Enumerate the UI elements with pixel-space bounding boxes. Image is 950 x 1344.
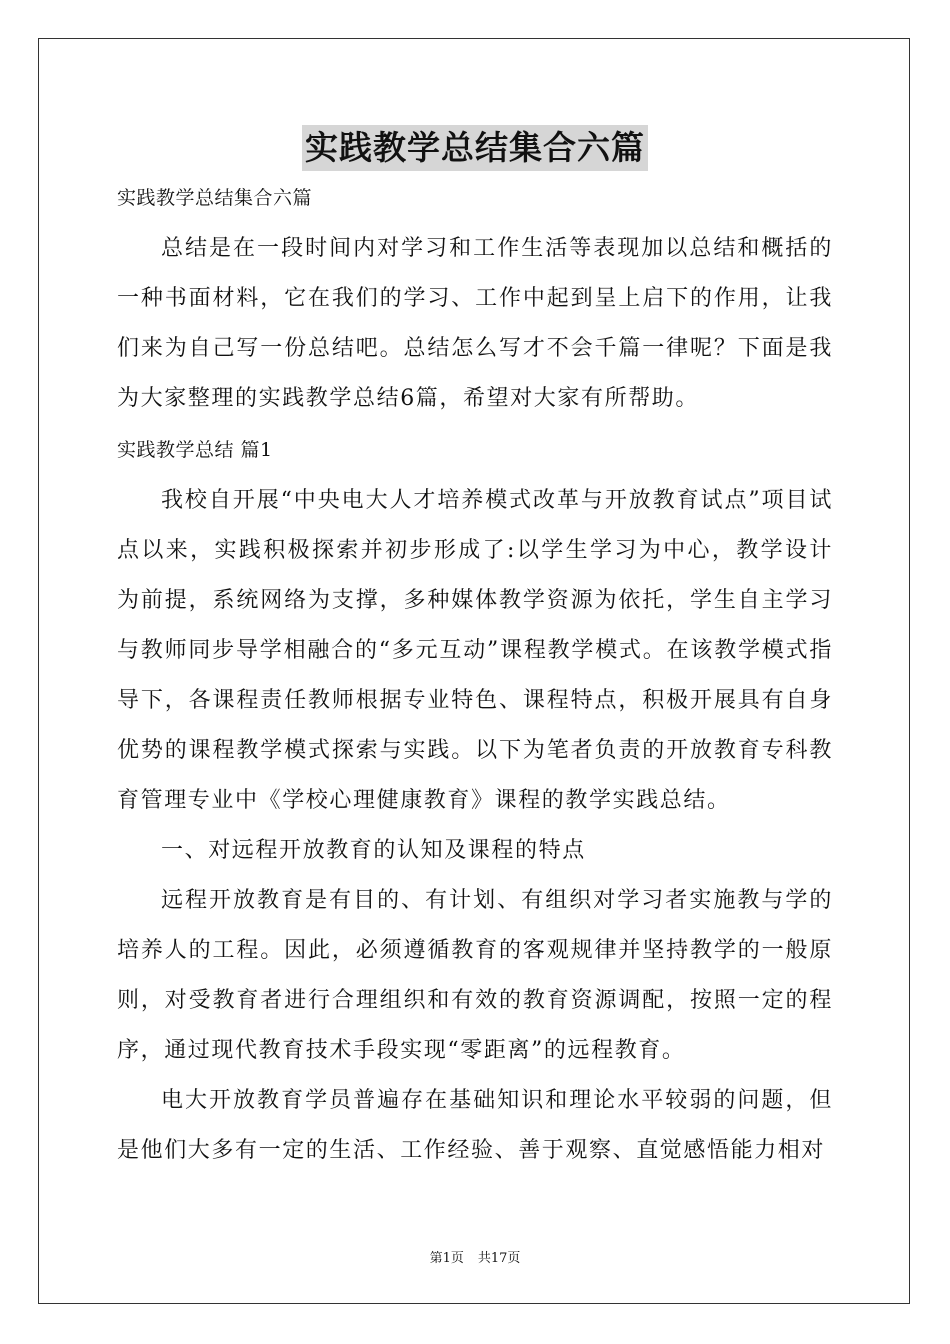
body-heading: 实践教学总结集合六篇 [117,187,313,209]
title-container [0,125,950,171]
document-body [117,172,833,1176]
intro-paragraph: 总结是在一段时间内对学习和工作生活等表现加以总结和概括的一种书面材料，它在我们的学习、工作中起到呈上启下的作用，让我们来为自己写一份总结吧。总结怎么写才不会千篇一律呢？下面是我为大家整理的实践教学总结6篇，希望对大家有所帮助。 [117,236,833,411]
body-paragraph: 远程开放教育是有目的、有计划、有组织对学习者实施教与学的培养人的工程。因此，必须遵循教育的客观规律并坚持教学的一般原则，对受教育者进行合理组织和有效的教育资源调配，按照一定的程序，通过现代教育技术手段实现“零距离”的远程教育。 [117,888,833,1063]
document-title: 实践教学总结集合六篇 [302,125,648,171]
section-heading: 实践教学总结 篇1 [117,439,273,461]
page-footer [0,1247,950,1266]
page-number: 第1页 [429,1251,464,1266]
body-paragraph: 我校自开展“中央电大人才培养模式改革与开放教育试点”项目试点以来，实践积极探索并初步形成了:以学生学习为中心，教学设计为前提，系统网络为支撑，多种媒体教学资源为依托，学生自主学习与教师同步导学相融合的“多元互动”课程教学模式。在该教学模式指导下，各课程责任教师根据专业特色、课程特点，积极开展具有自身优势的课程教学模式探索与实践。以下为笔者负责的开放教育专科教育管理专业中《学校心理健康教育》课程的教学实践总结。 [117,488,833,813]
body-paragraph: 电大开放教育学员普遍存在基础知识和理论水平较弱的问题，但是他们大多有一定的生活、工作经验、善于观察、直觉感悟能力相对 [117,1088,833,1163]
subsection-heading: 一、对远程开放教育的认知及课程的特点 [161,838,586,863]
page-total: 共17页 [477,1251,521,1266]
